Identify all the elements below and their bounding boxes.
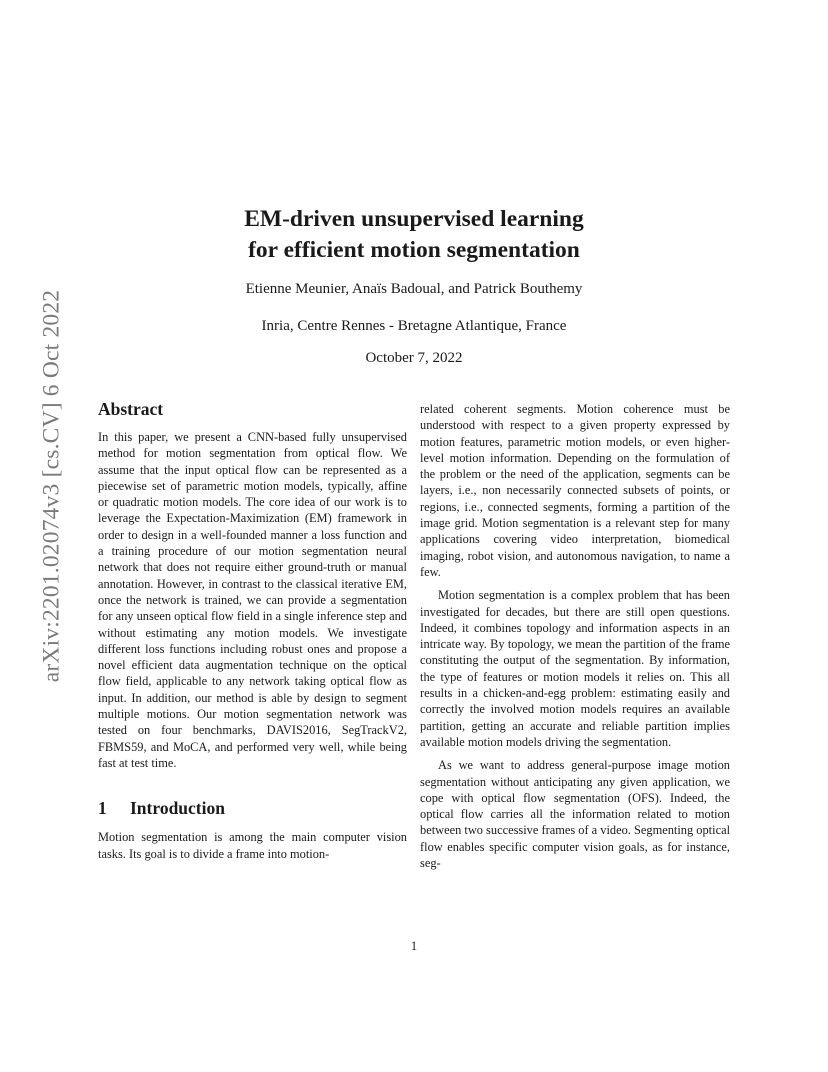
left-column: [98, 398, 407, 862]
page-number: 1: [410, 939, 418, 953]
introduction-paragraph-1-cont: related coherent segments. Motion coherence must be understood with respect to a given property expressed by motion features, parametric motion models, or even higher-level motion information. Depending on the formulation of the problem or the need of the application, segments can be layers, i.e., non necessarily connected subsets of points, or regions, i.e., connected segments, forming a partition of the image grid. Motion segmentation is a relevant step for many applications covering video interpretation, biomedical imaging, robot vision, and autonomous navigation, to name a few.: [420, 402, 730, 579]
introduction-paragraph-2: Motion segmentation is a complex problem that has been investigated for decades, but there are still open questions. Indeed, it combines topology and information aspects in an intricate way. By topology, we mean the partition of the frame constituting the output of the segmentation. By information, the type of features or motion models it relies on. This all results in a chicken-and-egg problem: estimating easily and correctly the involved motion models requires an available partition, getting an accurate and reliable partition implies available motion models driving the segmentation.: [420, 588, 730, 749]
arxiv-stamp: arXiv:2201.02074v3 [cs.CV] 6 Oct 2022: [38, 289, 65, 683]
section-title: Introduction: [130, 798, 225, 819]
introduction-heading: [98, 797, 407, 819]
right-column: [420, 401, 730, 871]
section-number: 1: [98, 798, 107, 819]
title-line-1: EM-driven unsupervised learning: [244, 206, 584, 232]
abstract-text: In this paper, we present a CNN-based fully unsupervised method for motion segmentation from optical flow. We assume that the input optical flow can be represented as a piecewise set of parametric motion models, typically, affine or quadratic motion models. The core idea of our work is to leverage the Expectation-Maximization (EM) framework in order to design in a well-founded manner a loss function and a training procedure of our motion segmentation neural network that does not require either ground-truth or manual annotation. However, in contrast to the classical iterative EM, once the network is trained, we can provide a segmentation for any unseen optical flow field in a single inference step and without estimating any motion models. We investigate different loss functions including robust ones and propose a novel efficient data augmentation technique on the optical flow field, applicable to any network taking optical flow as input. In addition, our method is able by design to segment multiple motions. Our motion segmentation network was tested on four benchmarks, DAVIS2016, SegTrackV2, FBMS59, and MoCA, and performed very well, while being fast at test time.: [98, 430, 407, 770]
title-line-2: for efficient motion segmentation: [248, 237, 580, 263]
introduction-paragraph-3: As we want to address general-purpose image motion segmentation without anticipating any given application, we cope with optical flow segmentation (OFS). Indeed, the optical flow carries all the information related to motion between two successive frames of a video. Segmenting optical flow enables specific computer vision goals, as for instance, seg-: [420, 758, 731, 871]
authors: Etienne Meunier, Anaïs Badoual, and Patrick Bouthemy: [245, 281, 583, 297]
date: October 7, 2022: [365, 350, 463, 366]
abstract-heading: Abstract: [98, 399, 164, 419]
paper-title: [0, 204, 828, 266]
introduction-paragraph-1-start: Motion segmentation is among the main computer vision tasks. Its goal is to divide a frame into motion-: [98, 830, 407, 861]
affiliation: Inria, Centre Rennes - Bretagne Atlantique, France: [261, 318, 567, 334]
